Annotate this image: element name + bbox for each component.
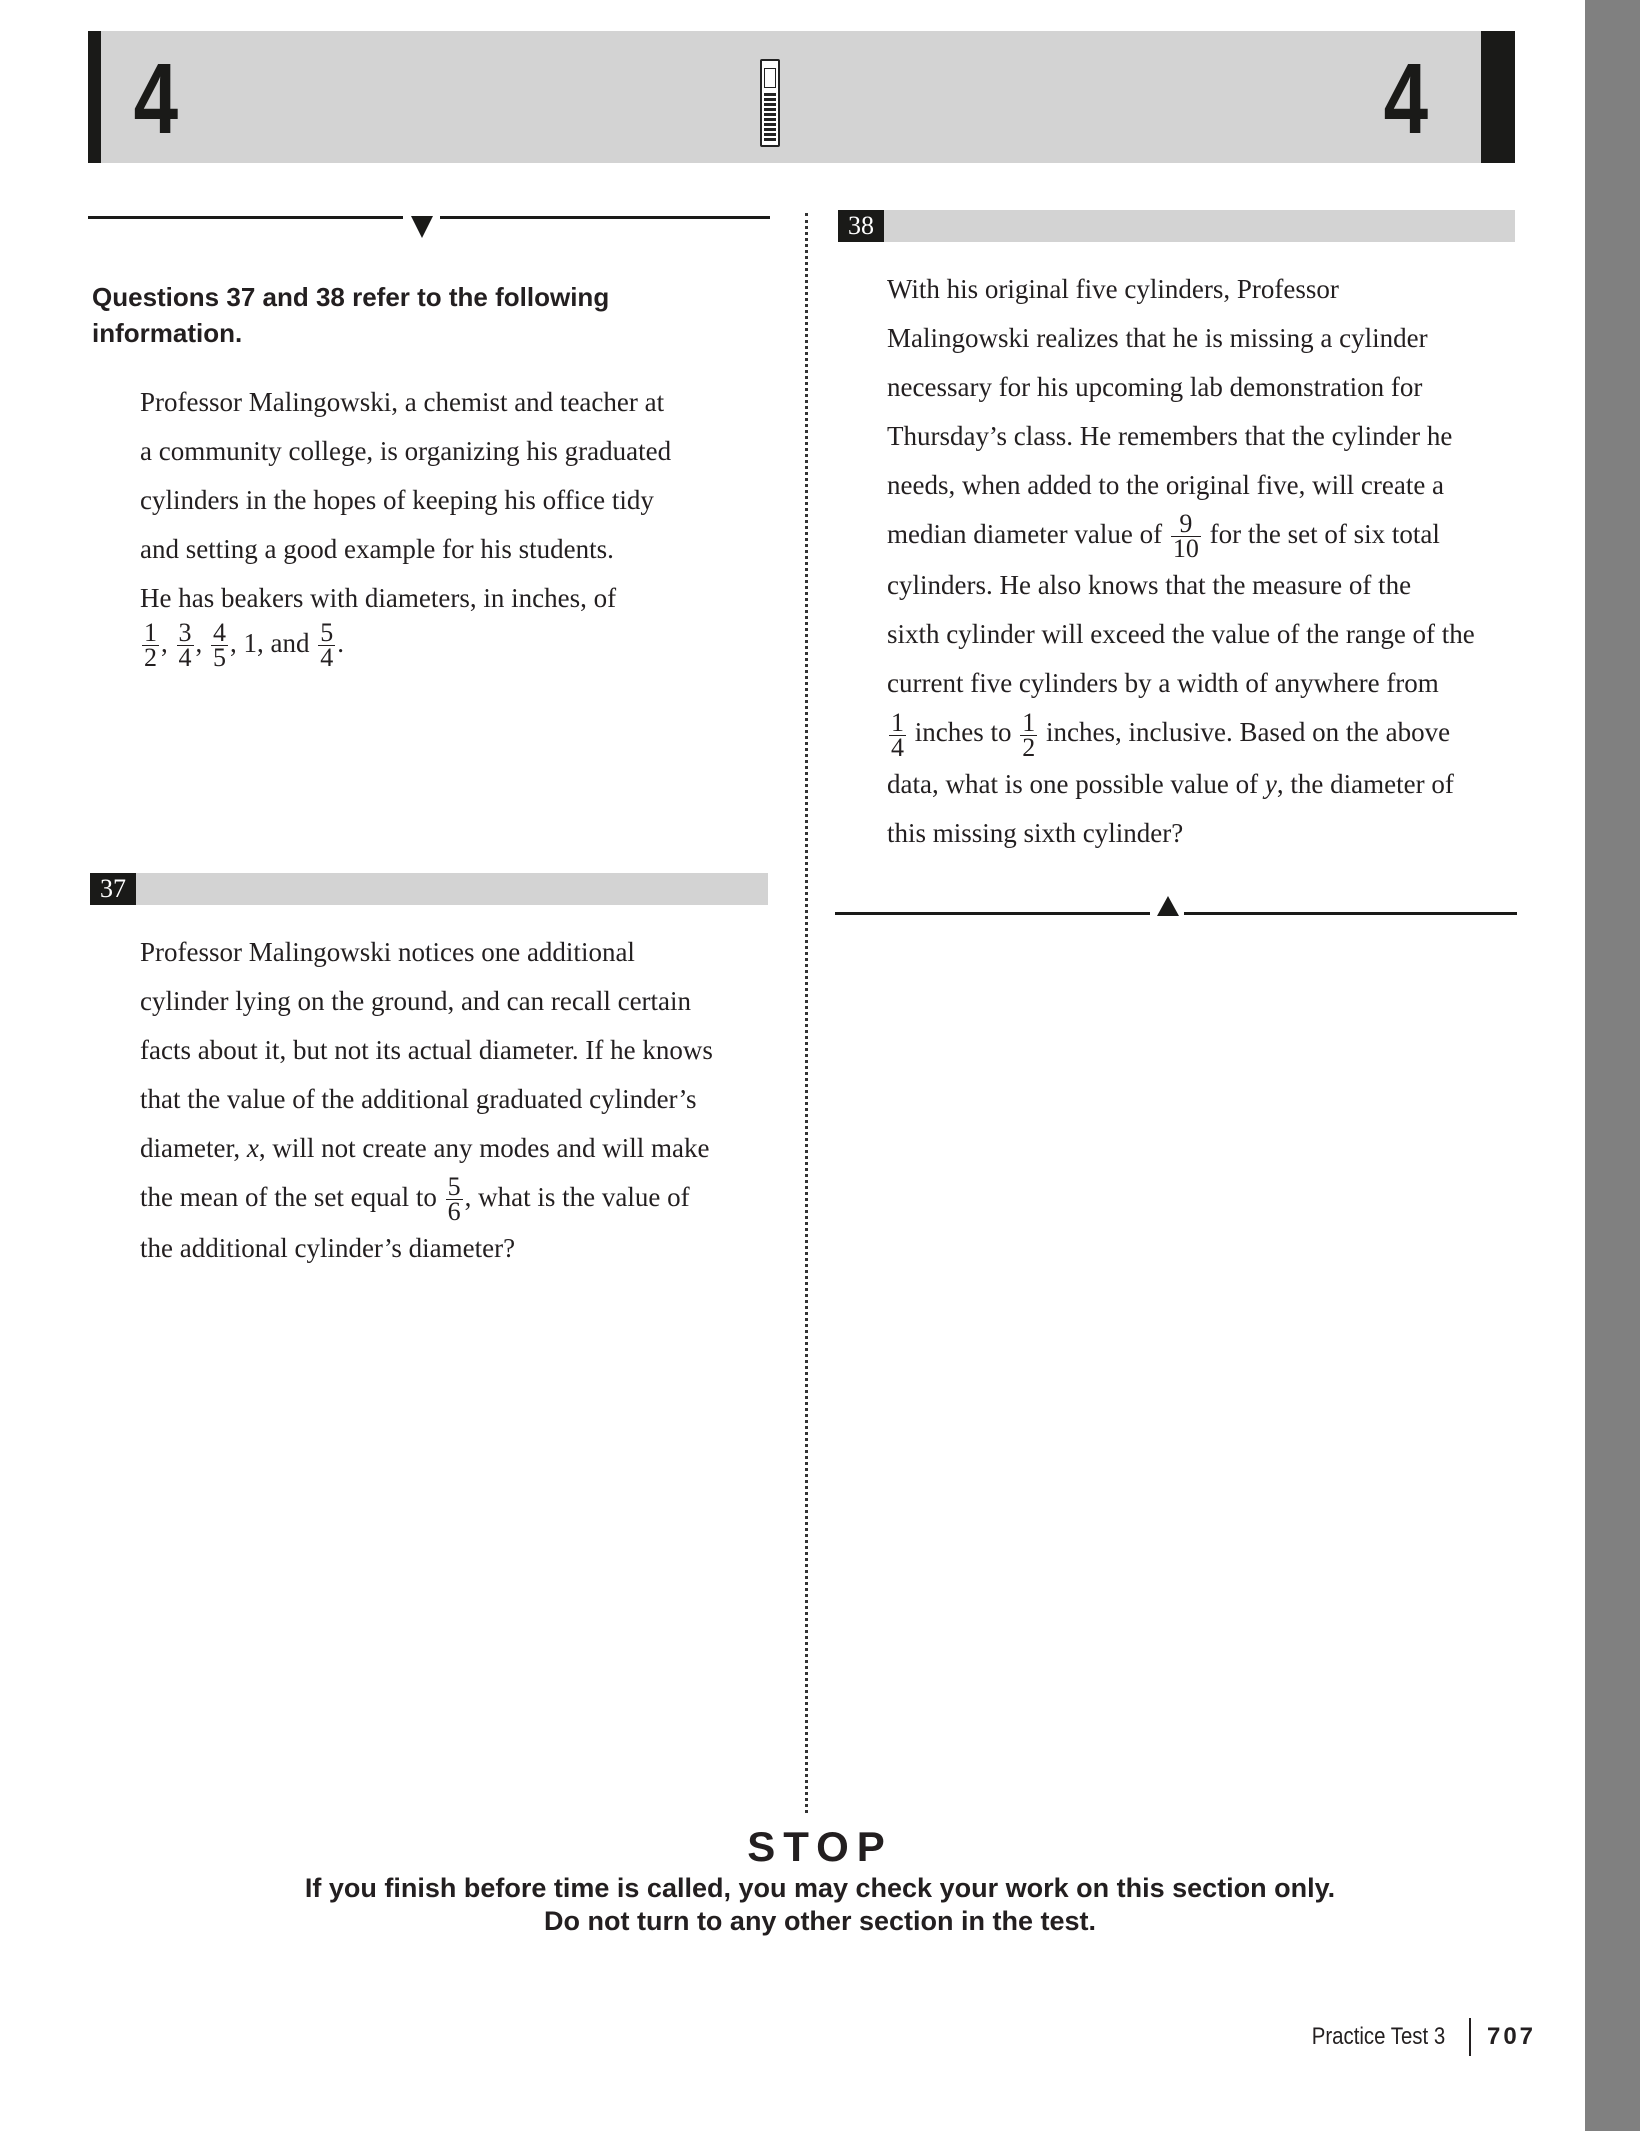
fraction: $\frac{9}{10}$ [1172, 509, 1199, 564]
fraction: $\frac{1}{2}$ [144, 618, 157, 673]
triangle-up-icon [1157, 896, 1179, 916]
question-line: diameter, x, will not create any modes and will make [140, 1133, 710, 1163]
question-line: Malingowski realizes that he is missing a cylinder [887, 323, 1428, 353]
calculator-icon [760, 59, 780, 147]
page-edge-tab [1585, 0, 1640, 2131]
question-line: median diameter value of $\frac{9}{10}$ for the set of six total [887, 509, 1440, 564]
divider [835, 912, 1150, 915]
footer-label: Practice Test 3 [1311, 2023, 1446, 2050]
fraction: $\frac{1}{4}$ [891, 707, 904, 762]
page-number: 707 [1486, 2023, 1537, 2050]
question-38-text [887, 265, 1547, 858]
question-38-header [838, 210, 1515, 242]
header-bar-left [88, 31, 101, 163]
question-line: $\frac{1}{4}$ inches to $\frac{1}{2}$ inches, inclusive. Based on the above [891, 707, 1451, 762]
column-divider [805, 213, 808, 1813]
question-number: 38 [838, 210, 884, 242]
section-header [88, 31, 1515, 163]
passage-line: He has beakers with diameters, in inches, of [140, 583, 617, 613]
passage-line: cylinders in the hopes of keeping his office tidy [140, 485, 654, 515]
question-number: 37 [90, 873, 136, 905]
fraction: $\frac{3}{4}$ [178, 618, 192, 673]
stop-title: STOP [747, 1823, 893, 1870]
divider [1184, 912, 1517, 915]
fraction: $\frac{4}{5}$ [213, 618, 226, 673]
footer [1300, 2018, 1536, 2056]
question-line: this missing sixth cylinder? [887, 817, 1184, 848]
question-line: data, what is one possible value of y, the diameter of [887, 768, 1454, 799]
question-line: current five cylinders by a width of anywhere from [887, 668, 1439, 699]
section-number-left: 4 [133, 43, 179, 155]
divider [88, 216, 403, 219]
section-number-right: 4 [1383, 43, 1429, 155]
passage-line: and setting a good example for his students. [140, 534, 614, 564]
question-line: With his original five cylinders, Professor [887, 274, 1339, 304]
question-line: facts about it, but not its actual diameter. If he knows [140, 1035, 713, 1065]
header-bar-right [1481, 31, 1515, 163]
passage-line: Professor Malingowski, a chemist and teacher at [140, 387, 665, 417]
stop-line-2: Do not turn to any other section in the test. [543, 1906, 1096, 1936]
stop-line-1: If you finish before time is called, you may check your work on this section only. [304, 1873, 1336, 1903]
question-line: cylinders. He also knows that the measure of the [887, 570, 1412, 601]
fraction: $\frac{1}{2}$ [1022, 707, 1036, 762]
question-line: sixth cylinder will exceed the value of the range of the [887, 619, 1475, 650]
footer-divider [1469, 2018, 1471, 2056]
question-line: the additional cylinder’s diameter? [140, 1233, 516, 1264]
question-37-text [140, 928, 790, 1273]
passage [140, 378, 780, 673]
passage-line: a community college, is organizing his graduated [140, 436, 672, 466]
triangle-down-icon [411, 216, 433, 238]
question-37-header [90, 873, 768, 905]
question-line: needs, when added to the original five, will create a [887, 470, 1445, 500]
question-line: cylinder lying on the ground, and can recall certain [140, 986, 692, 1016]
passage-values: $\frac{1}{2}$ , $\frac{3}{4}$ , $\frac{4}{5}$ , 1, and $\frac{5}{4}$ . [144, 618, 344, 673]
question-line: that the value of the additional graduated cylinder’s [140, 1084, 697, 1114]
stop-notice [0, 1822, 1640, 1938]
question-line: Professor Malingowski notices one additional [140, 937, 635, 967]
question-line: necessary for his upcoming lab demonstration for [887, 372, 1423, 402]
question-line: the mean of the set equal to $\frac{5}{6}$ , what is the value of [140, 1172, 690, 1227]
divider [440, 216, 770, 219]
fraction: $\frac{5}{6}$ [447, 1172, 461, 1227]
question-line: Thursday’s class. He remembers that the cylinder he [887, 421, 1453, 451]
intro-heading: Questions 37 and 38 refer to the following information. [92, 282, 610, 348]
fraction: $\frac{5}{4}$ [320, 618, 334, 673]
